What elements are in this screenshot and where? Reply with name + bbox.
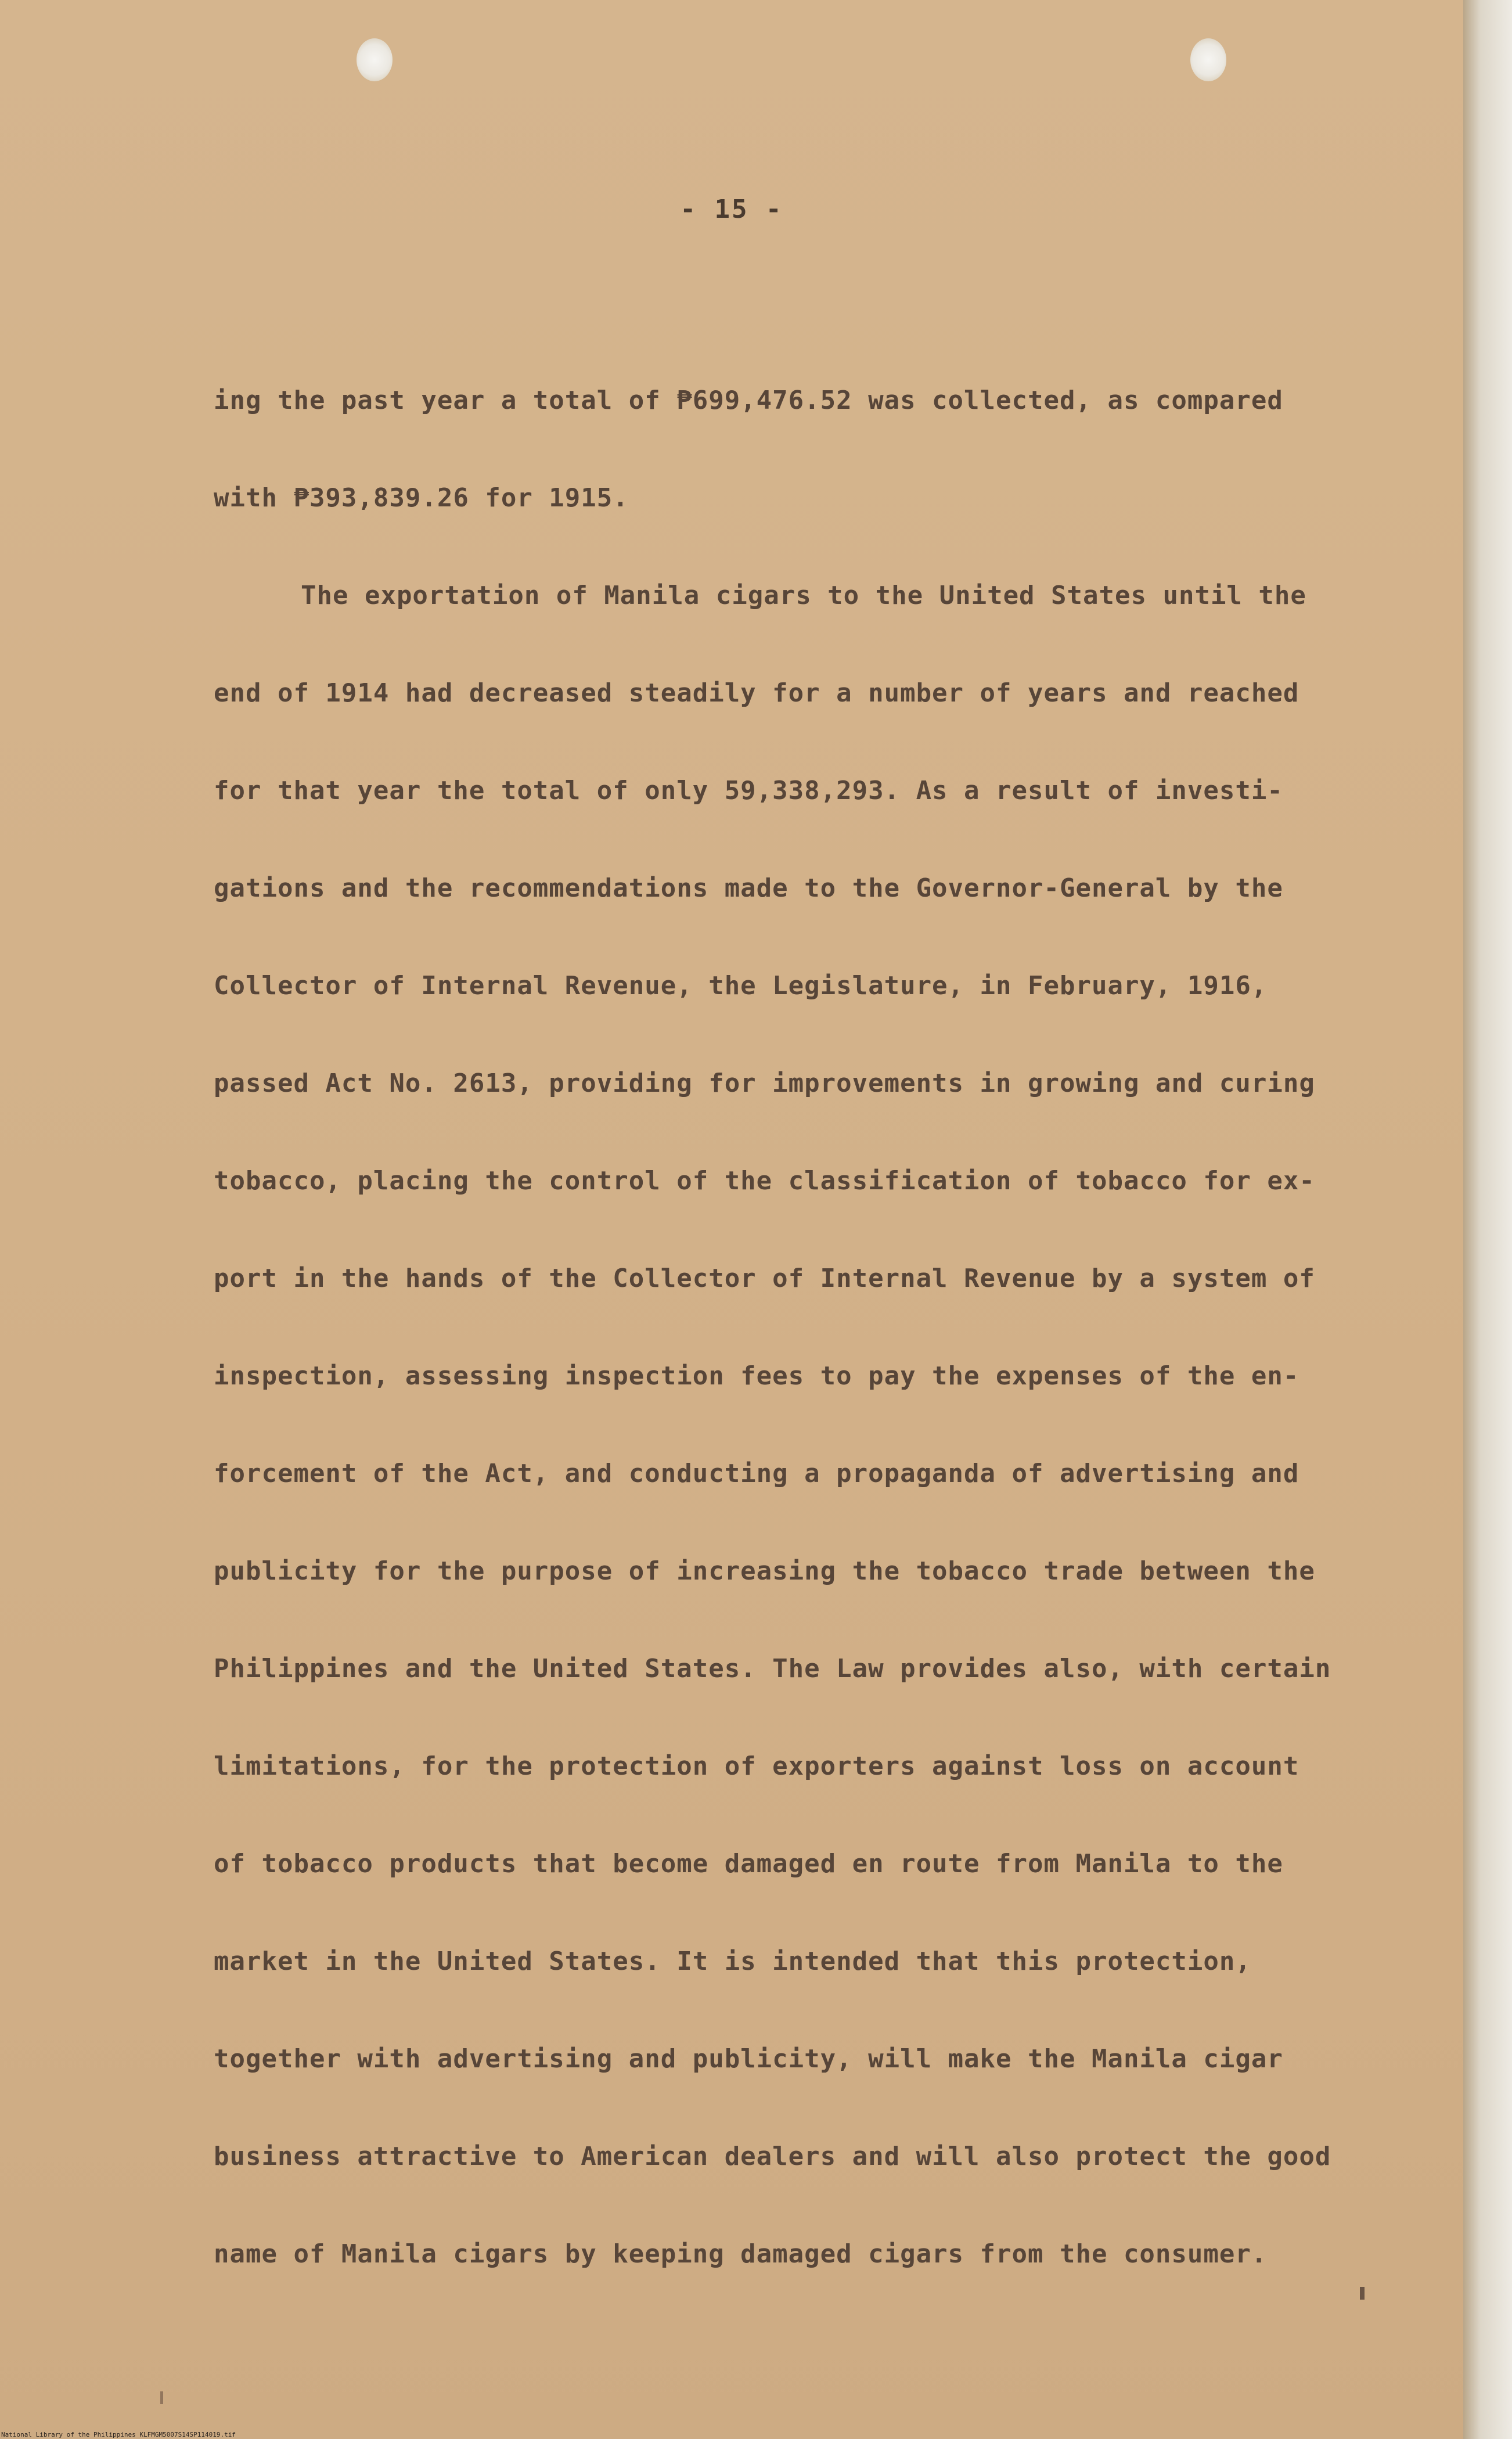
text-line: tobacco, placing the control of the classification of tobacco for ex-: [214, 1166, 1315, 1196]
text-line: for that year the total of only 59,338,293. As a result of investi-: [214, 776, 1283, 805]
text-line: with ₱393,839.26 for 1915.: [214, 483, 629, 513]
text-line: gations and the recommendations made to the Governor-General by the: [214, 873, 1283, 903]
text-line: of tobacco products that become damaged en route from Manila to the: [214, 1849, 1283, 1879]
page-number: - 15 -: [680, 195, 783, 224]
text-line: publicity for the purpose of increasing the tobacco trade between the: [214, 1556, 1315, 1586]
text-line: passed Act No. 2613, providing for improvements in growing and curing: [214, 1069, 1315, 1098]
ink-mark: [160, 2391, 163, 2404]
text-line: end of 1914 had decreased steadily for a number of years and reached: [214, 678, 1299, 708]
text-line: together with advertising and publicity, will make the Manila cigar: [214, 2044, 1283, 2074]
ink-mark: [1360, 2287, 1365, 2300]
text-line: market in the United States. It is intended that this protection,: [214, 1947, 1251, 1976]
text-line: Collector of Internal Revenue, the Legislature, in February, 1916,: [214, 971, 1268, 1001]
paragraph-start-line: The exportation of Manila cigars to the United States until the: [301, 581, 1306, 610]
text-line: name of Manila cigars by keeping damaged cigars from the consumer.: [214, 2239, 1268, 2269]
text-line: forcement of the Act, and conducting a propaganda of advertising and: [214, 1459, 1299, 1488]
scan-credit: National Library of the Philippines KLFMGM5007S14SP114019.tif: [1, 2431, 236, 2438]
text-line: inspection, assessing inspection fees to pay the expenses of the en-: [214, 1361, 1299, 1391]
page-edge: [1463, 0, 1512, 2439]
text-line: limitations, for the protection of exporters against loss on account: [214, 1751, 1299, 1781]
text-line: business attractive to American dealers and will also protect the good: [214, 2142, 1331, 2171]
text-line: Philippines and the United States. The Law provides also, with certain: [214, 1654, 1331, 1683]
body-text: [214, 386, 1381, 2337]
punch-hole-left: [357, 38, 393, 81]
text-line: port in the hands of the Collector of Internal Revenue by a system of: [214, 1264, 1315, 1293]
punch-hole-right: [1190, 38, 1226, 81]
text-line: ing the past year a total of ₱699,476.52 was collected, as compared: [214, 386, 1283, 415]
